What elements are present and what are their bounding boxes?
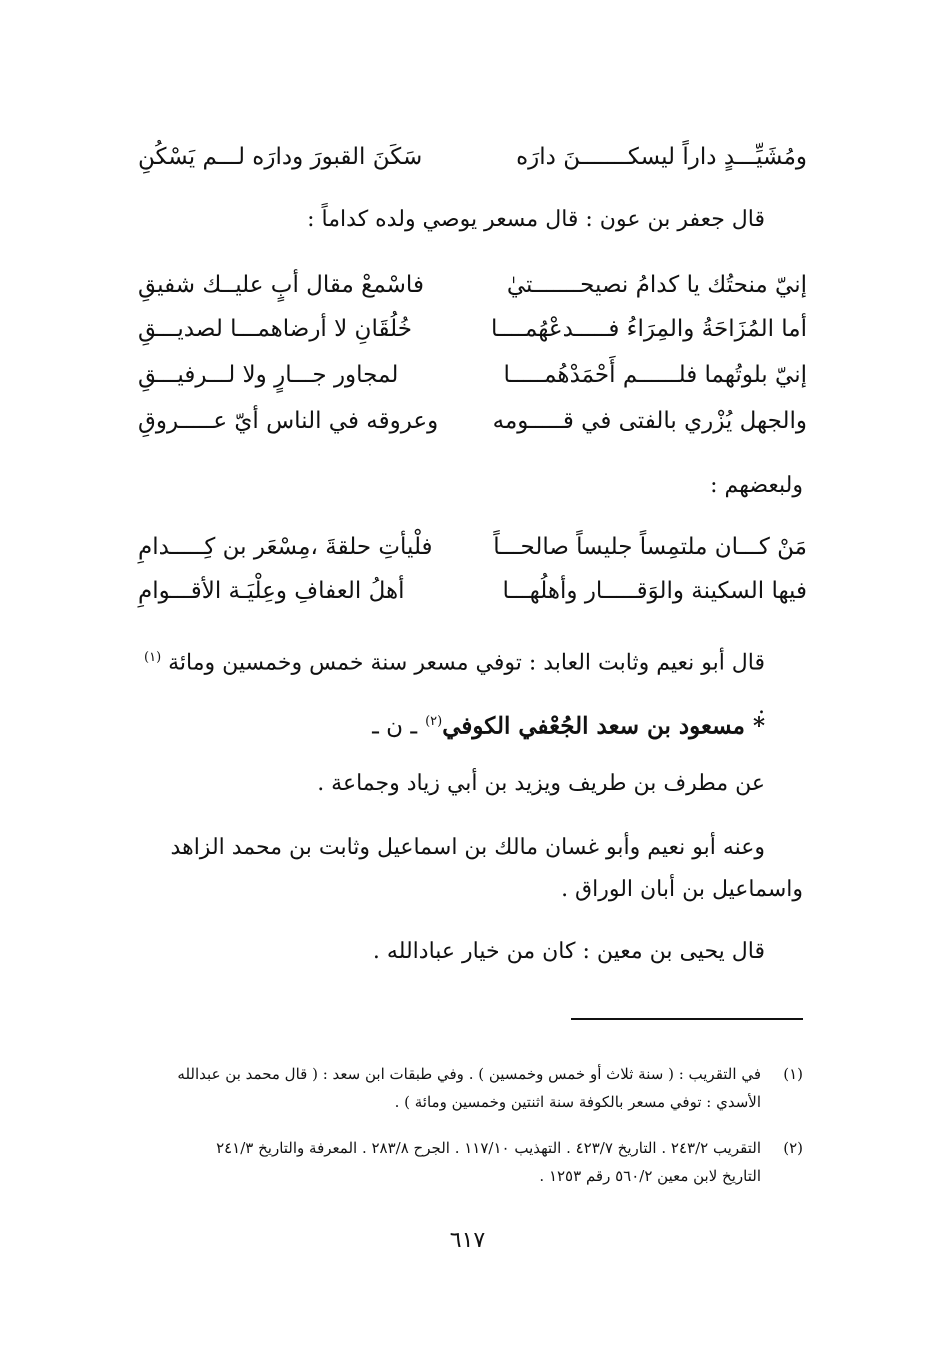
footnote-ref: (١) xyxy=(144,650,162,665)
entry-title: مسعود بن سعد الجُعْفي الكوفي xyxy=(442,712,745,740)
footnote-ref: (٢) xyxy=(425,714,443,729)
footnote-rule xyxy=(571,1018,803,1020)
students-line-1: وعنه أبو نعيم وأبو غسان مالك بن اسماعيل وثابت بن محمد الزاهد xyxy=(170,835,765,860)
footnote-number: (٢) xyxy=(783,1139,803,1157)
verse-hemistich-left xyxy=(138,410,448,433)
opinion-line: قال يحيى بن معين : كان من خيار عبادالله . xyxy=(372,939,765,964)
verse-hemistich-left xyxy=(138,146,448,169)
verse-hemistich-left xyxy=(138,580,448,603)
verse-hemistich-right: والجهل يُزْري بالفتى في قـــــومه xyxy=(492,408,807,434)
footnote-text-cont: الأسدي : توفي مسعر بالكوفة سنة اثنتين وخمسين ومائة ) . xyxy=(394,1093,761,1111)
entry-sigla: ـ ن ـ xyxy=(372,713,418,740)
verse-hemistich-right: إنيّ منحتُك يا كدامُ نصيحـــــــتيٰ xyxy=(506,272,807,298)
footnote-2 xyxy=(138,1134,803,1190)
teachers-line: عن مطرف بن طريف ويزيد بن أبي زياد وجماعة . xyxy=(317,771,765,796)
verse-hemistich-left xyxy=(138,318,448,341)
verse-hemistich-right: ومُشَيِّـــدٍ داراً ليسكـــــــنَ دارَه xyxy=(516,144,807,170)
verse-hemistich-left-text: لمجاور جـــارٍ ولا لـــرفيـــقِ xyxy=(138,362,399,388)
footnote-number: (١) xyxy=(783,1065,803,1083)
verse-hemistich-right: أما المُزَاحَةُ والمِرَاءُ فـــــدعْهُمــــا xyxy=(490,316,807,342)
verse-hemistich-left-text: وعروقه في الناس أيّ عـــــروقِ xyxy=(138,408,439,434)
footnote-1 xyxy=(138,1060,803,1116)
verse-hemistich-left xyxy=(138,274,448,297)
verse-hemistich-left-text: فاسْمعْ مقال أبٍ عليــك شفيقِ xyxy=(138,272,424,298)
page-number: ٦١٧ xyxy=(449,1228,486,1253)
verse-hemistich-left xyxy=(138,536,448,559)
footnote-text: في التقريب : ( سنة ثلاث أو خمس وخمسين ) . وفي طبقات ابن سعد : ( قال محمد بن عبدالله xyxy=(177,1065,761,1083)
death-note-end: . xyxy=(758,694,765,720)
verse-hemistich-left xyxy=(138,364,448,387)
verse-hemistich-right: فيها السكينة والوَقـــــار وأهلُهـــا xyxy=(502,578,807,604)
verse-hemistich-left-text: سَكَنَ القبورَ ودارَه لـــم يَسْكُنِ xyxy=(138,144,423,170)
verse-hemistich-left-text: أهلُ العفافِ وعِلْيَـة الأقـــوامِ xyxy=(138,578,405,604)
verse-hemistich-right: إنيّ بلوتُهما فلــــــم أَحْمَدْهُمـــــا xyxy=(503,362,807,388)
verse-hemistich-left-text: خُلُقَانِ لا أرضاهمـــا لصديـــقِ xyxy=(138,316,412,342)
death-note-text: قال أبو نعيم وثابت العابد : توفي مسعر سنة خمس وخمسين ومائة xyxy=(168,650,765,676)
verse-hemistich-right: مَنْ كـــان ملتمِساً جليساً صالحـــاً xyxy=(493,534,807,560)
footnote-text-cont: التاريخ لابن معين ٥٦٠/٢ رقم ١٢٥٣ . xyxy=(539,1167,761,1185)
entry-heading xyxy=(138,700,765,749)
intro-line-2: ولبعضهم : xyxy=(710,473,803,498)
verse-hemistich-left-text: فلْيأتِ حلقةَ ،مِسْعَر بن كِـــــدامِ xyxy=(138,534,433,560)
footnote-text: التقريب ٢٤٣/٢ . التاريخ ٤٢٣/٧ . التهذيب ١١٧/١٠ . الجرح ٢٨٣/٨ . المعرفة والتاريخ ٢٤١/٣ xyxy=(216,1139,761,1157)
intro-line-1: قال جعفر بن عون : قال مسعر يوصي ولده كداماً : xyxy=(307,207,765,232)
students-line-2: واسماعيل بن أبان الوراق . xyxy=(561,877,803,902)
entry-mark: * xyxy=(752,712,765,740)
